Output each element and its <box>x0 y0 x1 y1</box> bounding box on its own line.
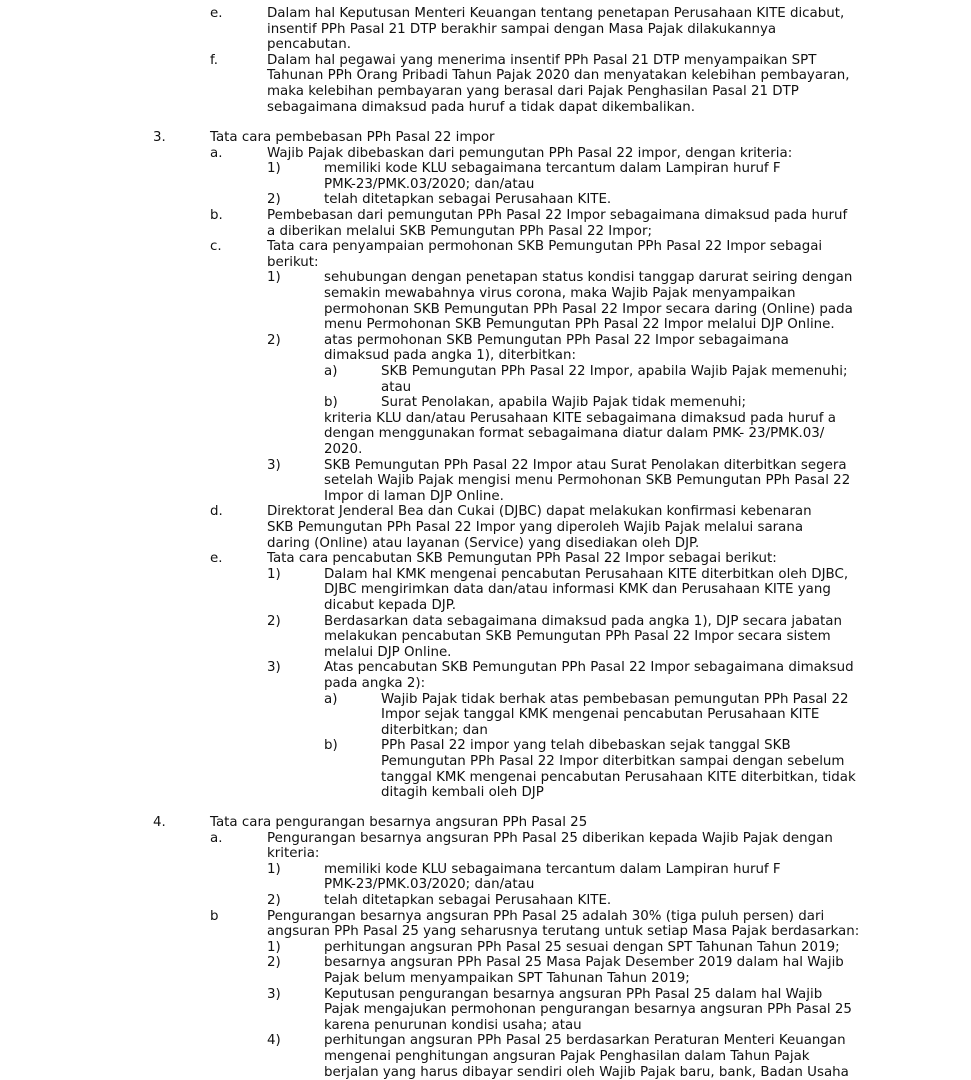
text-line: PMK-23/PMK.03/2020; dan/atau <box>324 176 535 192</box>
text-line: diterbitkan; dan <box>381 722 488 738</box>
text-line: a) <box>324 364 338 379</box>
text-line: permohonan SKB Pemungutan PPh Pasal 22 Impor secara daring (Online) pada <box>324 301 853 317</box>
text-line: Pengurangan besarnya angsuran PPh Pasal 25 diberikan kepada Wajib Pajak dengan <box>267 830 833 846</box>
text-line: ditagih kembali oleh DJP <box>381 785 544 801</box>
text-line: a diberikan melalui SKB Pemungutan PPh Pasal 22 Impor; <box>267 223 652 239</box>
text-line: Pemungutan PPh Pasal 22 Impor diterbitkan sampai dengan sebelum <box>381 754 845 769</box>
text-line: kriteria: <box>267 846 320 862</box>
text-line: 3. <box>153 130 166 145</box>
text-line: Pengurangan besarnya angsuran PPh Pasal 25 adalah 30% (tiga puluh persen) dari <box>267 908 825 924</box>
text-line: dengan menggunakan format sebagaimana diatur dalam PMK- 23/PMK.03/ <box>324 426 825 442</box>
text-line: 1) <box>267 270 281 286</box>
text-line: pencabutan. <box>267 37 351 53</box>
text-line: 1) <box>267 861 281 877</box>
text-line: sehubungan dengan penetapan status kondisi tanggap darurat seiring dengan <box>324 270 853 286</box>
text-line: a) <box>324 691 338 707</box>
text-line: f. <box>210 52 218 68</box>
text-line: b <box>210 908 219 924</box>
text-line: atas permohonan SKB Pemungutan PPh Pasal 22 Impor sebagaimana <box>324 332 789 348</box>
text-line: Impor sejak tanggal KMK mengenai pencabutan Perusahaan KITE <box>381 707 820 723</box>
text-line: perhitungan angsuran PPh Pasal 25 sesuai dengan SPT Tahunan Tahun 2019; <box>324 939 840 955</box>
text-line: SKB Pemungutan PPh Pasal 22 Impor yang diperoleh Wajib Pajak melalui sarana <box>267 520 804 535</box>
text-line: telah ditetapkan sebagai Perusahaan KITE. <box>324 192 612 208</box>
text-line: SKB Pemungutan PPh Pasal 22 Impor atau Surat Penolakan diterbitkan segera <box>324 457 847 473</box>
text-line: Tata cara pengurangan besarnya angsuran PPh Pasal 25 <box>210 815 588 830</box>
text-line: Surat Penolakan, apabila Wajib Pajak tidak memenuhi; <box>381 395 747 411</box>
text-line: a. <box>210 145 223 161</box>
text-line: b. <box>210 208 223 223</box>
text-line: sebagaimana dimaksud pada huruf a tidak dapat dikembalikan. <box>267 99 696 115</box>
text-line: memiliki kode KLU sebagaimana tercantum dalam Lampiran huruf F <box>324 861 781 877</box>
text-line: memiliki kode KLU sebagaimana tercantum dalam Lampiran huruf F <box>324 161 781 177</box>
text-line: 2) <box>267 893 281 908</box>
text-line: telah ditetapkan sebagai Perusahaan KITE. <box>324 893 612 908</box>
text-line: berjalan yang harus dibayar sendiri oleh Wajib Pajak baru, bank, Badan Usaha <box>324 1064 849 1080</box>
text-line: semakin mewabahnya virus corona, maka Wajib Pajak menyampaikan <box>324 286 796 301</box>
text-line: 4) <box>267 1033 281 1049</box>
text-line: 1) <box>267 161 281 177</box>
text-line: Wajib Pajak dibebaskan dari pemungutan PPh Pasal 22 impor, dengan kriteria: <box>267 145 793 161</box>
text-line: Dalam hal KMK mengenai pencabutan Perusahaan KITE diterbitkan oleh DJBC, <box>324 566 849 582</box>
text-line: insentif PPh Pasal 21 DTP berakhir sampai dengan Masa Pajak dilakukannya <box>267 21 777 37</box>
text-line: angsuran PPh Pasal 25 yang seharusnya terutang untuk setiap Masa Pajak berdasarkan: <box>267 924 860 940</box>
text-line: Tahunan PPh Orang Pribadi Tahun Pajak 2020 dan menyatakan kelebihan pembayaran, <box>267 68 850 84</box>
text-line: e. <box>210 6 223 21</box>
text-line: 3) <box>267 457 281 473</box>
text-line: 1) <box>267 939 281 955</box>
text-line: Wajib Pajak tidak berhak atas pembebasan pemungutan PPh Pasal 22 <box>381 691 849 707</box>
text-line: Keputusan pengurangan besarnya angsuran PPh Pasal 25 dalam hal Wajib <box>324 986 823 1002</box>
text-line: Impor di laman DJP Online. <box>324 488 504 504</box>
text-line: 2) <box>267 613 281 629</box>
text-line: perhitungan angsuran PPh Pasal 25 berdasarkan Peraturan Menteri Keuangan <box>324 1033 846 1049</box>
text-line: pada angka 2): <box>324 676 426 691</box>
text-line: 3) <box>267 660 281 676</box>
text-line: 1) <box>267 566 281 582</box>
text-line: berikut: <box>267 254 319 270</box>
text-line: setelah Wajib Pajak mengisi menu Permohonan SKB Pemungutan PPh Pasal 22 <box>324 473 851 489</box>
text-line: Tata cara pembebasan PPh Pasal 22 impor <box>210 130 495 145</box>
text-line: Pajak mengajukan permohonan pengurangan besarnya angsuran PPh Pasal 25 <box>324 1002 852 1018</box>
text-line: daring (Online) atau layanan (Service) yang disediakan oleh DJP. <box>267 535 700 551</box>
text-line: 2) <box>267 332 281 348</box>
text-line: c. <box>210 239 222 255</box>
text-line: Atas pencabutan SKB Pemungutan PPh Pasal 22 Impor sebagaimana dimaksud <box>324 660 854 676</box>
text-line: 2020. <box>324 442 363 457</box>
text-line: Dalam hal Keputusan Menteri Keuangan tentang penetapan Perusahaan KITE dicabut, <box>267 6 845 21</box>
text-line: PMK-23/PMK.03/2020; dan/atau <box>324 877 535 893</box>
text-line: Berdasarkan data sebagaimana dimaksud pada angka 1), DJP secara jabatan <box>324 613 842 629</box>
text-line: 2) <box>267 955 281 971</box>
text-line: besarnya angsuran PPh Pasal 25 Masa Pajak Desember 2019 dalam hal Wajib <box>324 955 844 971</box>
text-line: kriteria KLU dan/atau Perusahaan KITE sebagaimana dimaksud pada huruf a <box>324 410 836 426</box>
text-line: Pajak belum menyampaikan SPT Tahunan Tahun 2019; <box>324 971 690 986</box>
text-line: Pembebasan dari pemungutan PPh Pasal 22 Impor sebagaimana dimaksud pada huruf <box>267 208 848 223</box>
text-line: 4. <box>153 815 166 830</box>
text-line: Direktorat Jenderal Bea dan Cukai (DJBC) dapat melakukan konfirmasi kebenaran <box>267 504 812 520</box>
text-line: a. <box>210 830 223 846</box>
text-line: SKB Pemungutan PPh Pasal 22 Impor, apabila Wajib Pajak memenuhi; <box>381 364 848 379</box>
text-line: atau <box>381 379 412 395</box>
text-line: menu Permohonan SKB Pemungutan PPh Pasal 22 Impor melalui DJP Online. <box>324 317 835 333</box>
text-line: melalui DJP Online. <box>324 644 452 660</box>
text-line: e. <box>210 551 223 567</box>
text-line: DJBC mengirimkan data dan/atau informasi KMK dan Perusahaan KITE yang <box>324 582 831 598</box>
text-line: mengenai penghitungan angsuran Pajak Penghasilan dalam Tahun Pajak <box>324 1049 810 1064</box>
text-line: maka kelebihan pembayaran yang berasal dari Pajak Penghasilan Pasal 21 DTP <box>267 84 799 99</box>
text-line: d. <box>210 504 223 520</box>
text-line: b) <box>324 395 338 411</box>
text-line: PPh Pasal 22 impor yang telah dibebaskan sejak tanggal SKB <box>381 738 791 754</box>
text-line: tanggal KMK mengenai pencabutan Perusahaan KITE diterbitkan, tidak <box>381 769 856 785</box>
text-line: dicabut kepada DJP. <box>324 598 456 613</box>
text-line: Tata cara penyampaian permohonan SKB Pemungutan PPh Pasal 22 Impor sebagai <box>267 239 823 255</box>
text-line: 3) <box>267 986 281 1002</box>
text-line: Dalam hal pegawai yang menerima insentif PPh Pasal 21 DTP menyampaikan SPT <box>267 52 817 68</box>
text-line: 2) <box>267 192 281 208</box>
text-line: Tata cara pencabutan SKB Pemungutan PPh Pasal 22 Impor sebagai berikut: <box>267 551 777 567</box>
text-line: melakukan pencabutan SKB Pemungutan PPh Pasal 22 Impor secara sistem <box>324 629 831 645</box>
text-line: b) <box>324 738 338 754</box>
text-line: karena penurunan kondisi usaha; atau <box>324 1017 582 1033</box>
text-line: dimaksud pada angka 1), diterbitkan: <box>324 348 576 364</box>
